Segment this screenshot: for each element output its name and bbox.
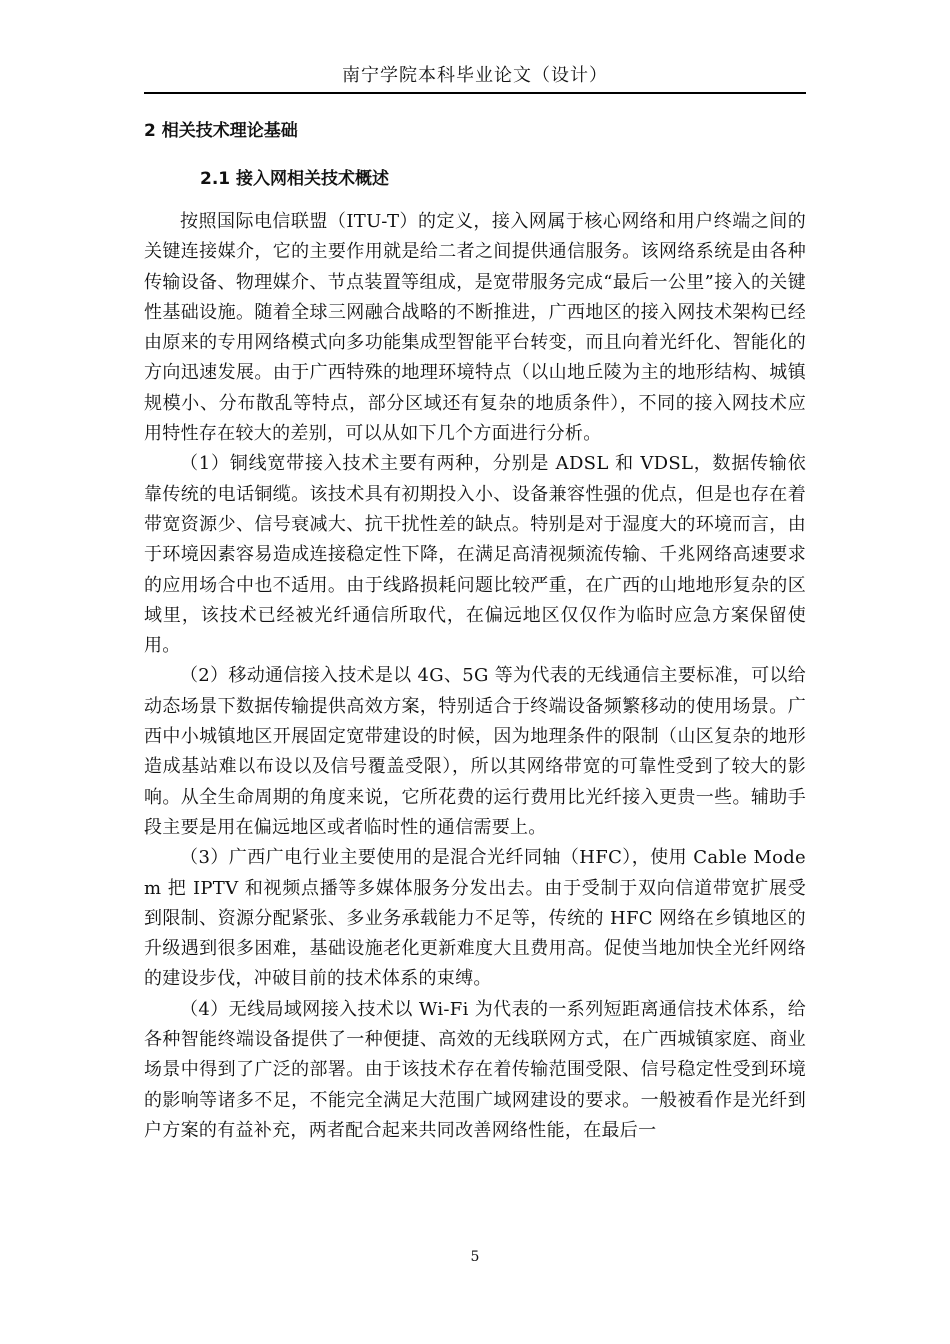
- body-text: [144, 207, 806, 1146]
- paragraph-hfc-access: （3）广西广电行业主要使用的是混合光纤同轴（HFC），使用 Cable Modem 把 IPTV 和视频点播等多媒体服务分发出去。由于受制于双向信道带宽扩展受到限制、资源分配紧张、多业务承载能力不足等，传统的 HFC 网络在乡镇地区的升级遇到很多困难，基础设施老化更新难度大且费用高。促使当地加快全光纤网络的建设步伐，冲破目前的技术体系的束缚。: [144, 847, 806, 990]
- paragraph-wlan-access: （4）无线局域网接入技术以 Wi-Fi 为代表的一系列短距离通信技术体系，给各种智能终端设备提供了一种便捷、高效的无线联网方式，在广西城镇家庭、商业场景中得到了广泛的部署。由于该技术存在着传输范围受限、信号稳定性受到环境的影响等诸多不足，不能完全满足大范围广域网建设的要求。一般被看作是光纤到户方案的有益补充，两者配合起来共同改善网络性能，在最后一: [144, 998, 806, 1141]
- paragraph-intro: 按照国际电信联盟（ITU-T）的定义，接入网属于核心网络和用户终端之间的关键连接媒介，它的主要作用就是给二者之间提供通信服务。该网络系统是由各种传输设备、物理媒介、节点装置等组成，是宽带服务完成“最后一公里”接入的关键性基础设施。随着全球三网融合战略的不断推进，广西地区的接入网技术架构已经由原来的专用网络模式向多功能集成型智能平台转变，而且向着光纤化、智能化的方向迅速发展。由于广西特殊的地理环境特点（以山地丘陵为主的地形结构、城镇规模小、分布散乱等特点，部分区域还有复杂的地质条件），不同的接入网技术应用特性存在较大的差别，可以从如下几个方面进行分析。: [144, 211, 806, 445]
- paragraph-mobile-access: （2）移动通信接入技术是以 4G、5G 等为代表的无线通信主要标准，可以给动态场景下数据传输提供高效方案，特别适合于终端设备频繁移动的使用场景。广西中小城镇地区开展固定宽带建设的时候，因为地理条件的限制（山区复杂的地形造成基站难以布设以及信号覆盖受限），所以其网络带宽的可靠性受到了较大的影响。从全生命周期的角度来说，它所花费的运行费用比光纤接入更贵一些。辅助手段主要是用在偏远地区或者临时性的通信需要上。: [144, 665, 806, 838]
- page-header-title: 南宁学院本科毕业论文（设计）: [342, 65, 608, 86]
- section-heading: 2 相关技术理论基础: [144, 121, 298, 141]
- page-number: 5: [470, 1249, 480, 1265]
- subsection-heading: 2.1 接入网相关技术概述: [200, 169, 390, 189]
- paragraph-copper-access: （1）铜线宽带接入技术主要有两种，分别是 ADSL 和 VDSL，数据传输依靠传统的电话铜缆。该技术具有初期投入小、设备兼容性强的优点，但是也存在着带宽资源少、信号衰减大、抗干扰性差的缺点。特别是对于湿度大的环境而言，由于环境因素容易造成连接稳定性下降，在满足高清视频流传输、千兆网络高速要求的应用场合中也不适用。由于线路损耗问题比较严重，在广西的山地地形复杂的区域里，该技术已经被光纤通信所取代，在偏远地区仅仅作为临时应急方案保留使用。: [144, 453, 806, 657]
- header-divider: [144, 92, 806, 94]
